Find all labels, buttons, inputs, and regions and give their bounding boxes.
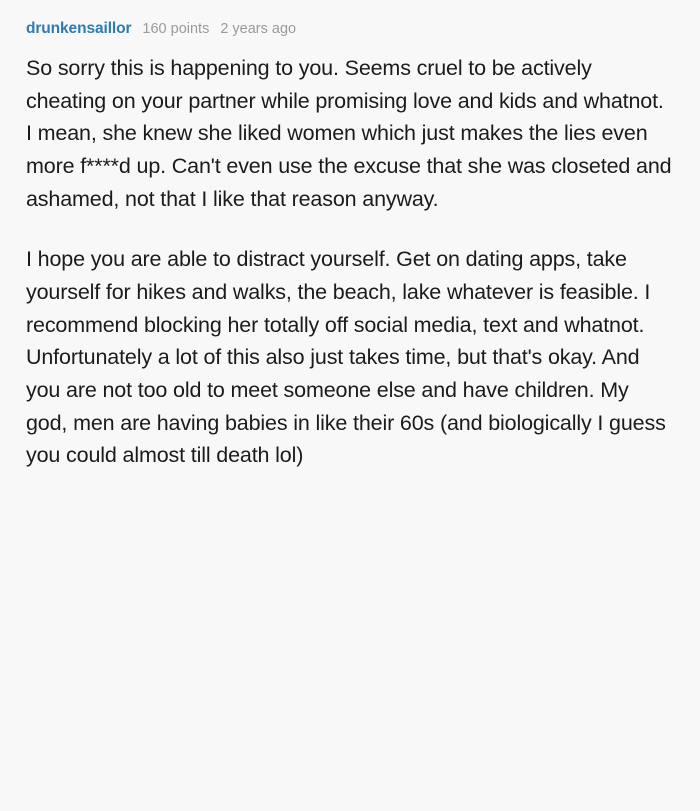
comment-author-link[interactable]: drunkensaillor	[26, 20, 132, 37]
comment-points: 160 points	[142, 21, 210, 37]
comment-paragraph: So sorry this is happening to you. Seems cruel to be actively cheating on your partner while promising love and kids and whatnot. I mean, she knew she liked women which just makes the lies even more f****d up. Can't even use the excuse that she was closeted and ashamed, not that I like that reason anyway.	[26, 56, 672, 211]
comment-body	[26, 52, 674, 472]
comment-header	[26, 20, 674, 38]
comment-timestamp: 2 years ago	[220, 21, 297, 37]
comment-paragraph: I hope you are able to distract yourself. Get on dating apps, take yourself for hikes and walks, the beach, lake whatever is feasible. I recommend blocking her totally off social media, text and whatnot. Unfortunately a lot of this also just takes time, but that's okay. And you are not too old to meet someone else and have children. My god, men are having babies in like their 60s (and biologically I guess you could almost till death lol)	[26, 247, 666, 468]
